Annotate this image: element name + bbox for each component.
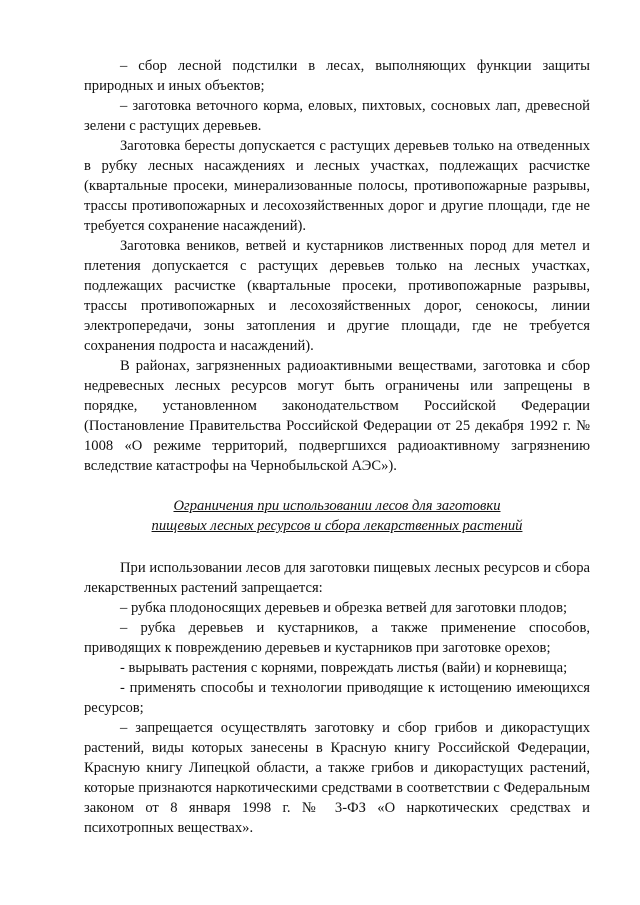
document-page: [84, 56, 590, 838]
paragraph-resource-depletion: - применять способы и технологии приводящие к истощению имеющихся ресурсов;: [84, 680, 590, 716]
paragraph-brooms-branches: Заготовка веников, ветвей и кустарников лиственных пород для метел и плетения допускается с растущих деревьев только на лесных участках, подлежащих расчистке (квартальные просеки, противопожарные разрывы, трассы противопожарных и лесохозяйственных дорог, сенокосы, линии электропередачи, зоны затопления и другие площади, где не требуется сохранения подроста и насаждений).: [84, 238, 590, 354]
paragraph-birch-bark: Заготовка бересты допускается с растущих деревьев только на отведенных в рубку лесных насаждениях и лесных участках, подлежащих расчистке (квартальные просеки, минерализованные полосы, противопожарные разрывы, трассы противопожарных и лесохозяйственных дорог и другие площади, где не требуется сохранение насаждений).: [84, 138, 590, 234]
paragraph-nut-harvest: – рубка деревьев и кустарников, а также применение способов, приводящих к повреждению деревьев и кустарников при заготовке орехов;: [84, 620, 590, 656]
spacer: [84, 536, 590, 558]
paragraph-fruit-trees: – рубка плодоносящих деревьев и обрезка ветвей для заготовки плодов;: [120, 600, 568, 616]
paragraph-red-book-species: – запрещается осуществлять заготовку и сбор грибов и дикорастущих растений, виды которых занесены в Красную книгу Российской Федерации, Красную книгу Липецкой области, а также грибов и дикорастущих растений, которые признаются наркотическими средствами в соответствии с Федеральным законом от 8 января 1998 г. № 3-ФЗ «О наркотических средствах и психотропных веществах».: [84, 720, 590, 836]
section-heading: [84, 496, 590, 536]
paragraph-litter-collection: – сбор лесной подстилки в лесах, выполняющих функции защиты природных и иных объектов;: [84, 58, 590, 94]
paragraph-radioactive-areas: В районах, загрязненных радиоактивными веществами, заготовка и сбор недревесных лесных ресурсов могут быть ограничены или запрещены в порядке, установленном законодательством Российской Федерации (Постановление Правительства Российской Федерации от 25 декабря 1992 г. № 1008 «О режиме территорий, подвергшихся радиоактивному загрязнению вследствие катастрофы на Чернобыльской АЭС»).: [84, 358, 590, 474]
paragraph-prohibited-intro: При использовании лесов для заготовки пищевых лесных ресурсов и сбора лекарственных растений запрещается:: [84, 560, 590, 596]
paragraph-branch-fodder: – заготовка веточного корма, еловых, пихтовых, сосновых лап, древесной зелени с растущих деревьев.: [84, 98, 590, 134]
section-heading-line-1: Ограничения при использовании лесов для заготовки: [173, 498, 501, 514]
section-heading-line-2: пищевых лесных ресурсов и сбора лекарственных растений: [151, 518, 523, 534]
paragraph-roots-leaves: - вырывать растения с корнями, повреждать листья (вайи) и корневища;: [120, 660, 568, 676]
